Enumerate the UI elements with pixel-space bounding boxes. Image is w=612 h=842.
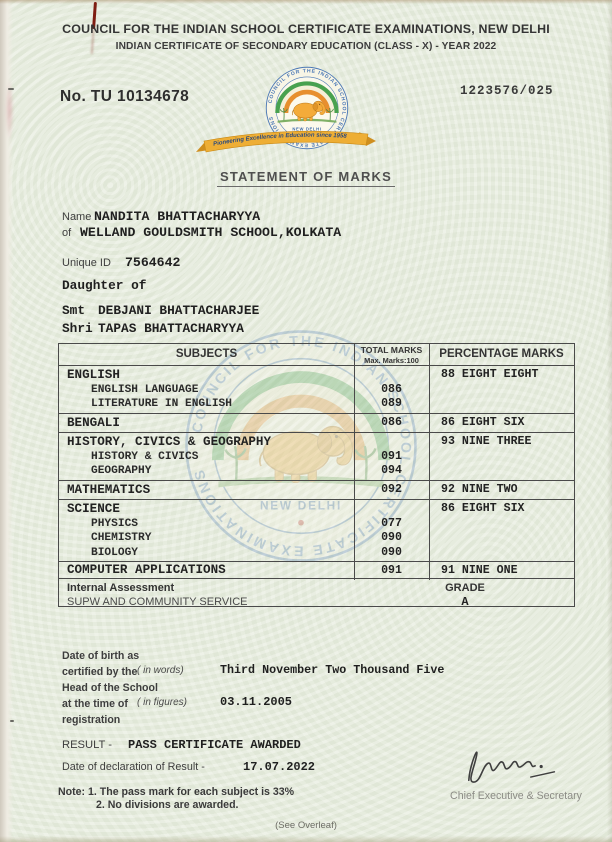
row-computer-applications	[59, 561, 574, 578]
document-title	[0, 168, 612, 187]
result-label: RESULT -	[62, 739, 112, 751]
student-name: NANDITA BHATTACHARYYA	[94, 209, 261, 224]
ribbon-text: Pioneering Excellence in Education since 1958	[212, 132, 347, 148]
result-value: PASS CERTIFICATE AWARDED	[128, 738, 301, 752]
subject-name: ENGLISH	[67, 368, 120, 382]
row-history-civics-geography	[59, 432, 574, 480]
marks-value: 094	[381, 464, 402, 478]
sub-subject: HISTORY & CIVICS	[91, 450, 199, 463]
dob-label-2: certified by the	[62, 666, 138, 678]
subject-name: HISTORY, CIVICS & GEOGRAPHY	[67, 435, 272, 449]
dob-in-figures: 03.11.2005	[220, 695, 293, 709]
sub-subject: PHYSICS	[91, 517, 138, 530]
row-internal-assessment	[59, 578, 574, 609]
row-science	[59, 499, 574, 561]
father-name: TAPAS BHATTACHARYYA	[98, 321, 244, 336]
scan-edge-right	[607, 0, 612, 842]
dob-in-words: Third November Two Thousand Five	[220, 663, 445, 677]
marks-value: 086	[381, 382, 402, 396]
speck	[8, 88, 14, 90]
serial-number: 1223576/025	[460, 84, 554, 98]
dob-label-5: registration	[62, 714, 121, 726]
in-figures-hint: ( in figures)	[137, 697, 188, 708]
percentage-value: 91 NINE ONE	[441, 564, 518, 577]
sub-subject: GEOGRAPHY	[91, 465, 152, 478]
motto-ribbon-icon	[196, 122, 376, 156]
marks-value: 092	[381, 483, 402, 496]
subject-name: MATHEMATICS	[67, 483, 151, 497]
column-divider	[354, 344, 355, 580]
sub-subject: BIOLOGY	[91, 546, 138, 559]
grade-value: A	[461, 594, 469, 609]
note-label: Note:	[58, 786, 86, 798]
exam-subtitle: INDIAN CERTIFICATE OF SECONDARY EDUCATION (CLASS - X) - YEAR 2022	[115, 41, 497, 52]
note-1: 1. The pass mark for each subject is 33%	[88, 786, 295, 798]
dob-label-3: Head of the School	[62, 682, 158, 694]
header-total-line1: TOTAL MARKS	[360, 345, 423, 355]
school-name: WELLAND GOULDSMITH SCHOOL,KOLKATA	[80, 225, 342, 240]
marks-value: 086	[381, 416, 402, 429]
see-overleaf: (See Overleaf)	[275, 820, 337, 831]
subject-name: COMPUTER APPLICATIONS	[67, 563, 226, 577]
council-title: COUNCIL FOR THE INDIAN SCHOOL CERTIFICATE EXAMINATIONS, NEW DELHI	[62, 22, 550, 36]
marks-value: 091	[381, 564, 402, 577]
mother-name: DEBJANI BHATTACHARJEE	[98, 303, 260, 318]
unique-id-value: 7564642	[125, 255, 181, 270]
percentage-value: 92 NINE TWO	[441, 483, 518, 496]
marks-value: 090	[381, 531, 402, 545]
note-2: 2. No divisions are awarded.	[96, 799, 239, 811]
marks-value: 091	[381, 449, 402, 463]
sub-subject: CHEMISTRY	[91, 532, 152, 545]
signatory-title: Chief Executive & Secretary	[450, 790, 582, 802]
table-header-row	[59, 344, 574, 366]
marks-value: 077	[381, 516, 402, 530]
father-label: Shri	[62, 321, 93, 336]
scan-edge-bottom	[0, 836, 612, 842]
header-total-marks	[354, 344, 429, 365]
percentage-value: 93 NINE THREE	[441, 435, 532, 448]
declaration-date: 17.07.2022	[243, 760, 316, 774]
grade-header: GRADE	[445, 582, 485, 594]
header-subjects: SUBJECTS	[175, 348, 238, 360]
header-total-line2: Max. Marks:100	[364, 355, 419, 365]
signature-icon	[457, 733, 570, 795]
relation-label: Daughter of	[62, 278, 147, 293]
sub-subject: LITERATURE IN ENGLISH	[91, 398, 232, 411]
mother-label: Smt	[62, 303, 86, 318]
declaration-label: Date of declaration of Result -	[62, 761, 205, 773]
of-label: of	[62, 227, 72, 239]
certificate-number: No. TU 10134678	[60, 88, 190, 105]
unique-id-label: Unique ID	[62, 257, 111, 269]
document-title-text: STATEMENT OF MARKS	[217, 169, 395, 187]
speck	[10, 720, 14, 722]
scan-edge-top	[0, 0, 612, 4]
column-divider	[429, 344, 430, 580]
percentage-value: 86 EIGHT SIX	[441, 502, 525, 515]
marks-value: 089	[381, 397, 402, 411]
name-label: Name	[62, 211, 92, 223]
supw-label: SUPW AND COMMUNITY SERVICE	[67, 595, 248, 608]
sub-subject: ENGLISH LANGUAGE	[91, 383, 199, 396]
subject-name: BENGALI	[67, 416, 120, 430]
header-percentage: PERCENTAGE MARKS	[439, 348, 564, 360]
subject-name: SCIENCE	[67, 502, 120, 516]
dob-label-1: Date of birth as	[62, 650, 140, 662]
percentage-value: 86 EIGHT SIX	[441, 416, 525, 429]
marks-table	[58, 343, 575, 607]
internal-assessment-label: Internal Assessment	[67, 582, 175, 594]
percentage-value: 88 EIGHT EIGHT	[441, 368, 539, 381]
marks-value: 090	[381, 545, 402, 559]
dob-label-4: at the time of	[62, 698, 128, 710]
row-mathematics	[59, 480, 574, 499]
row-english	[59, 366, 574, 413]
in-words-hint: ( in words)	[137, 665, 184, 676]
row-bengali	[59, 413, 574, 432]
